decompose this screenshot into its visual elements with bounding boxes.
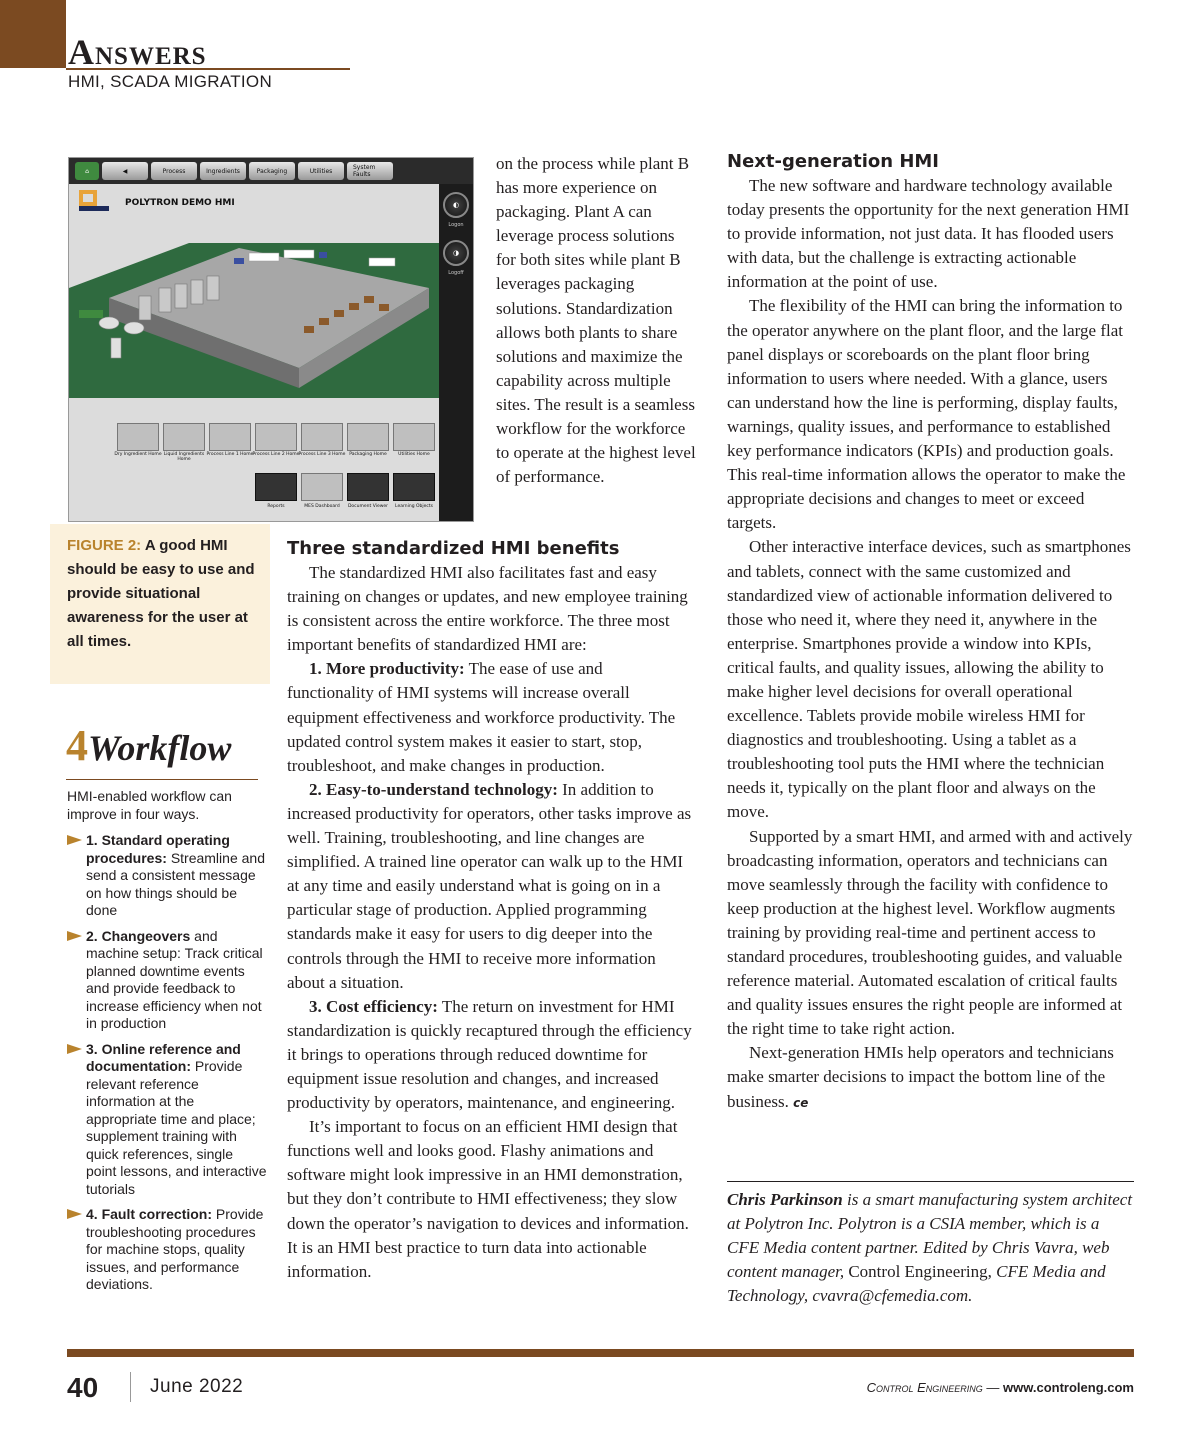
item-lead: 1. Standard operating procedures: xyxy=(86,832,230,866)
bio-text: is a smart manufacturing system architect at Polytron Inc. Polytron is a CSIA member, which is a CFE Media content partner. Edited by Chris Vavra, web content manager, xyxy=(727,1190,1133,1282)
arrow-bullet-icon xyxy=(67,835,82,845)
item-text: Provide relevant reference information at the appropriate time and place; supplement training with quick references, single point lessons, and interactive tutorials xyxy=(86,1058,267,1197)
toolbar-button: System Faults xyxy=(347,162,393,180)
website-link[interactable]: www.controleng.com xyxy=(1003,1380,1134,1395)
hmi-toolbar xyxy=(69,158,474,184)
back-arrow-icon: ◀ xyxy=(102,162,148,180)
publication-name: Control Engineering xyxy=(866,1380,983,1395)
arrow-bullet-icon xyxy=(67,1044,82,1054)
thumbnail xyxy=(163,423,205,451)
thumbnail-label: Liquid Ingredients Home xyxy=(163,452,205,462)
hmi-figure xyxy=(68,157,474,522)
subheading-nextgen: Next-generation HMI xyxy=(727,151,939,172)
paragraph xyxy=(287,778,692,995)
paragraph: It’s important to focus on an efficient HMI design that functions well and looks good. Flashy animations and software might look impressive in an HMI demonstration, but they don’t contribute to HMI effectiveness; they slow down the operator’s navigation to devices and information. It is an HMI best practice to turn data into actionable information. xyxy=(287,1117,689,1281)
benefit-text: The return on investment for HMI standardization is quickly recaptured through the efficiency it brings to operations through reduced downtime for equipment issue resolution and changes, and increased productivity by operators, maintenance, and engineering. xyxy=(287,996,692,1113)
thumbnail xyxy=(255,423,297,451)
polytron-logo-icon xyxy=(77,188,113,214)
arrow-bullet-icon xyxy=(67,931,82,941)
list-item xyxy=(67,832,267,920)
hmi-title: POLYTRON DEMO HMI xyxy=(125,198,235,208)
toolbar-button: Process xyxy=(151,162,197,180)
thumbnail-label: Dry Ingredient Home xyxy=(114,452,162,457)
benefit-text: In addition to increased productivity for operators, other tasks improve as well. Training, troubleshooting, and line changes are simplified. A trained line operator can walk up to the HMI at any time and easily understand what is going on in a particular stage of production. Applied programming standards make it easy for users to dig deeper into the controls through the HMI to receive more information about a situation. xyxy=(287,779,692,992)
paragraph: on the process while plant B has more experience on packaging. Plant A can leverage process solutions for both sites while plant B leverages packaging solutions. Standardization allows both plants to share solutions and maximize the capability across multiple sites. The result is a seamless workflow for the workforce to operate at the highest level of performance. xyxy=(496,154,696,487)
paragraph: The new software and hardware technology available today presents the opportunity for the next generation HMI to provide information, not just data. It has flooded users with data, but the challenge is extracting actionable information at the point of use. xyxy=(727,176,1130,292)
paragraph xyxy=(727,1041,1134,1114)
section-subtitle: HMI, SCADA MIGRATION xyxy=(68,72,273,91)
thumbnail xyxy=(393,423,435,451)
thumbnail-label: Utilities Home xyxy=(398,452,430,457)
thumbnail xyxy=(301,473,343,501)
thumbnail-label: Reports xyxy=(267,504,285,509)
logoff-knob-icon: ◑ xyxy=(443,240,469,266)
footer-dash: — xyxy=(986,1380,1000,1395)
author-name: Chris Parkinson xyxy=(727,1190,843,1209)
item-text: Provide troubleshooting procedures for machine stops, quality issues, and performance deviations. xyxy=(86,1206,264,1292)
workflow-number: 4 xyxy=(66,721,88,770)
item-lead: 2. Changeovers xyxy=(86,927,191,944)
issue-date: June 2022 xyxy=(150,1376,244,1397)
item-lead: 4. Fault correction: xyxy=(86,1206,213,1222)
column-nextgen xyxy=(727,150,1134,1115)
footer-separator xyxy=(130,1372,131,1402)
thumbnail xyxy=(209,423,251,451)
header-color-block xyxy=(0,0,66,68)
footer-rule xyxy=(67,1349,1134,1357)
thumbnail-label: Process Line 3 Home xyxy=(298,452,346,457)
workflow-rule xyxy=(66,779,258,780)
list-item xyxy=(67,1041,267,1199)
thumbnail-label: MES Dashboard xyxy=(304,504,340,509)
paragraph: Other interactive interface devices, such as smartphones and tablets, connect with the same customized and standardized view of actionable information delivered to those who need it, where they need it, anywhere in the enterprise. Smartphones provide a window into KPIs, critical faults, and quality issues, allowing the ability to make higher level decisions for overall operational excellence. Tablets provide mobile wireless HMI for diagnostics and troubleshooting. Using a tablet as a troubleshooting tool puts the HMI where the technician needs it, typically on the plant floor and always on the move. xyxy=(727,537,1131,822)
paragraph xyxy=(287,995,692,1115)
subheading-benefits: Three standardized HMI benefits xyxy=(287,538,620,559)
workflow-intro: HMI-enabled workflow can improve in four ways. xyxy=(67,788,232,822)
column-benefits xyxy=(287,537,692,1284)
end-mark: ce xyxy=(793,1095,809,1110)
thumbnail-label: Document Viewer xyxy=(347,504,389,509)
bio-publication: Control Engineering, xyxy=(848,1262,992,1282)
thumbnail-label: Packaging Home xyxy=(349,452,387,457)
workflow-title xyxy=(66,721,232,770)
benefit-lead: 1. More productivity: xyxy=(309,659,465,679)
caption-text: A good HMI should be easy to use and provide situational awareness for the user at all times. xyxy=(67,537,255,650)
toolbar-button: Packaging xyxy=(249,162,295,180)
thumbnail xyxy=(255,473,297,501)
closing-text: Next-generation HMIs help operators and technicians make smarter decisions to impact the bottom line of the business. xyxy=(727,1043,1114,1111)
thumbnail-label: Process Line 2 Home xyxy=(252,452,300,457)
page-number: 40 xyxy=(67,1372,99,1403)
logoff-label: Logoff xyxy=(448,270,464,276)
workflow-title-text: Workflow xyxy=(88,728,232,768)
list-item xyxy=(67,928,267,1033)
figure-caption xyxy=(67,534,257,654)
thumbnail-label: Learning Objects xyxy=(395,504,433,509)
thumbnail xyxy=(117,423,159,451)
thumbnail xyxy=(393,473,435,501)
thumbnail xyxy=(347,473,389,501)
item-text: Streamline and send a consistent message on how things should be done xyxy=(86,849,265,918)
bio-rule xyxy=(727,1181,1134,1182)
caption-lead: FIGURE 2: xyxy=(67,537,142,554)
column-continuation xyxy=(496,152,698,489)
thumbnail xyxy=(347,423,389,451)
item-text: and machine setup: Track critical planned downtime events and provide feedback to increase efficiency when not in production xyxy=(86,927,263,1031)
thumbnail xyxy=(301,423,343,451)
toolbar-button: Ingredients xyxy=(200,162,246,180)
bio-company: CFE Media and Technology, xyxy=(727,1262,1106,1306)
benefit-lead: 2. Easy-to-understand technology: xyxy=(309,779,558,799)
paragraph: The flexibility of the HMI can bring the information to the operator anywhere on the plant floor, and the large flat panel displays or scoreboards on the plant floor bring information to users where needed. With a glance, users can understand how the line is performing, display faults, warnings, quality issues, and performance to established key performance indicators (KPIs) and production goals. This real-time information allows the operator to make the appropriate decisions and changes to meet or exceed targets. xyxy=(727,296,1126,533)
workflow-list xyxy=(67,832,267,1302)
benefit-lead: 3. Cost efficiency: xyxy=(309,996,438,1016)
thumbnail-label: Process Line 1 Home xyxy=(206,452,254,457)
logon-knob-icon: ◐ xyxy=(443,192,469,218)
bio-email: cvavra@cfemedia.com. xyxy=(812,1286,973,1306)
item-lead: 3. Online reference and documentation: xyxy=(86,1040,241,1074)
list-item xyxy=(67,1206,267,1294)
logon-label: Logon xyxy=(448,222,464,228)
toolbar-button: Utilities xyxy=(298,162,344,180)
benefit-text: The ease of use and functionality of HMI systems will increase overall equipment effectiveness and workforce productivity. The updated control system makes it easier to start, stop, troubleshoot, and make changes in production. xyxy=(287,659,676,775)
paragraph: Supported by a smart HMI, and armed with and actively broadcasting information, operators and technicians can move seamlessly through the facility with confidence to keep production at the highest level. Workflow augments training by providing real-time and pertinent access to standard procedures, troubleshooting guides, and valuable reference material. Automated escalation of critical faults and quality issues ensures the right people are informed at the right time to take right action. xyxy=(727,826,1133,1039)
author-bio xyxy=(727,1188,1134,1308)
footer-publication xyxy=(867,1380,1134,1395)
paragraph: The standardized HMI also facilitates fast and easy training on changes or updates, and new employee training is consistent across the entire workforce. The three most important benefits of standardized HMI are: xyxy=(287,563,688,655)
paragraph xyxy=(287,657,692,777)
arrow-bullet-icon xyxy=(67,1209,82,1219)
home-icon: ⌂ xyxy=(75,162,99,180)
hmi-side-panel xyxy=(439,184,473,522)
plant-floor-illustration xyxy=(69,228,439,398)
section-title: Answers xyxy=(68,32,207,72)
